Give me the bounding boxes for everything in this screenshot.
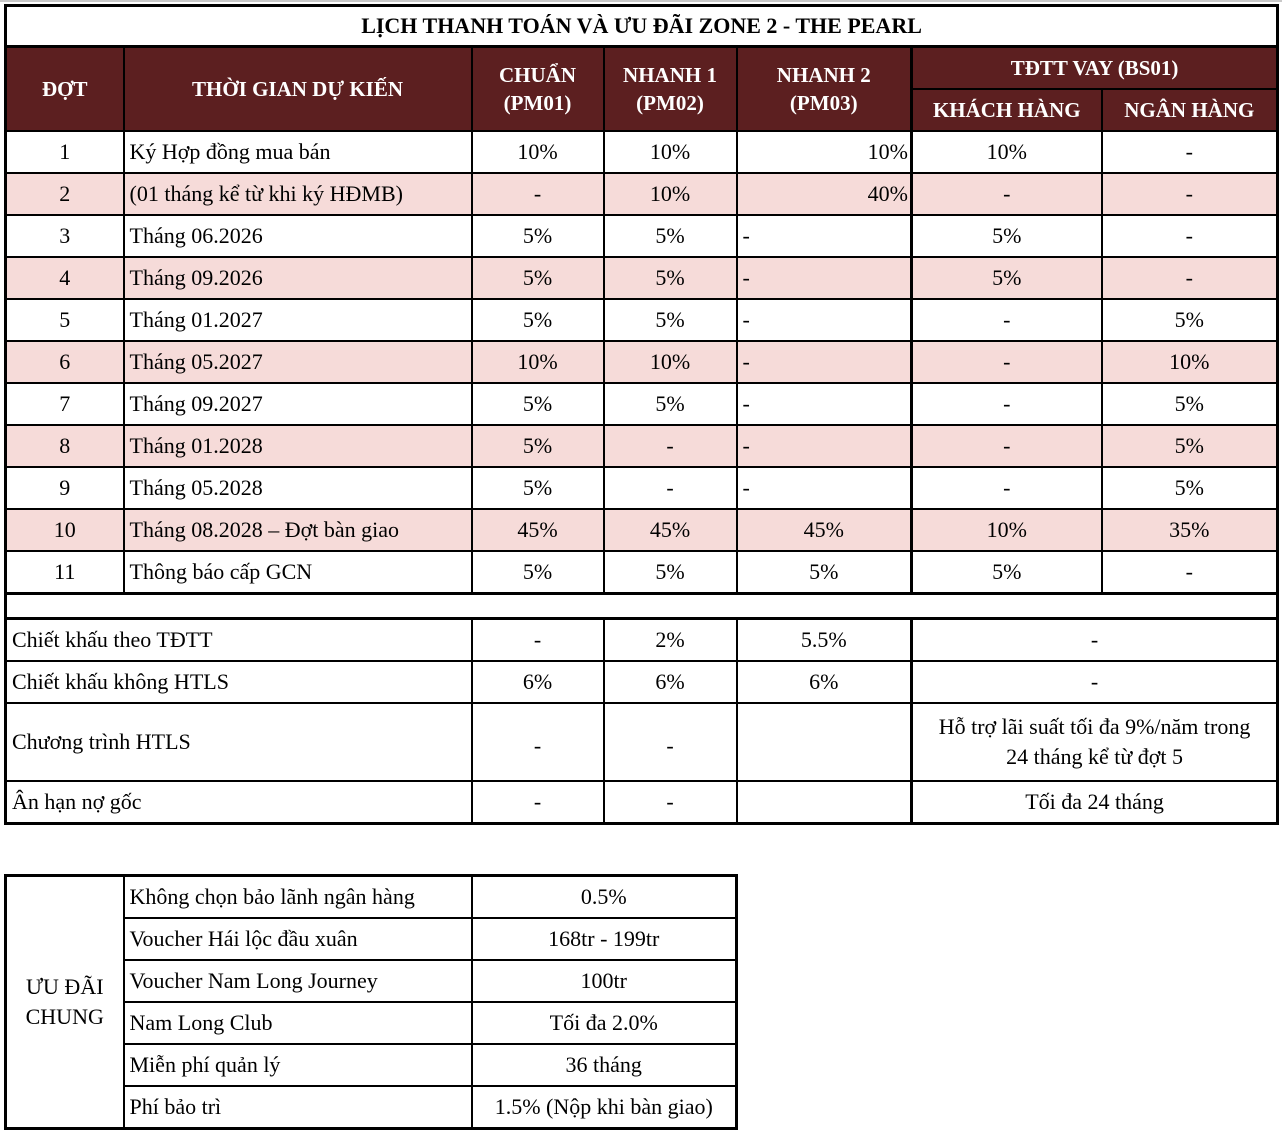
cell-pm01: -: [472, 173, 604, 215]
header-pm02-line2: (PM02): [636, 91, 704, 115]
cell-dot: 4: [6, 257, 124, 299]
cell-time: Tháng 01.2028: [124, 425, 472, 467]
cell-time: Tháng 06.2026: [124, 215, 472, 257]
table-title: LỊCH THANH TOÁN VÀ ƯU ĐÃI ZONE 2 - THE PEARL: [6, 6, 1278, 47]
cell-pm02: 5%: [604, 383, 737, 425]
cell-pm02: 10%: [604, 173, 737, 215]
cell-pm01: 5%: [472, 425, 604, 467]
schedule-row: [6, 131, 1278, 173]
discount-row: [6, 703, 1278, 781]
cell-customer: -: [912, 173, 1102, 215]
cell-pm03: 10%: [737, 131, 912, 173]
discount-loan-line1: Hỗ trợ lãi suất tối đa 9%/năm trong: [938, 714, 1251, 739]
cell-pm03: -: [737, 383, 912, 425]
cell-pm02: -: [604, 467, 737, 509]
cell-time: (01 tháng kể từ khi ký HĐMB): [124, 173, 472, 215]
cell-bank: -: [1102, 551, 1278, 594]
discount-pm02: 2%: [604, 619, 737, 662]
schedule-row: [6, 173, 1278, 215]
schedule-row: [6, 257, 1278, 299]
cell-pm02: 10%: [604, 131, 737, 173]
perk-label: Miễn phí quản lý: [124, 1044, 472, 1086]
discount-label: Chiết khấu theo TĐTT: [6, 619, 472, 662]
discount-pm01: -: [472, 619, 604, 662]
cell-time: Tháng 09.2027: [124, 383, 472, 425]
cell-pm03: 40%: [737, 173, 912, 215]
cell-pm02: 10%: [604, 341, 737, 383]
perk-label: Phí bảo trì: [124, 1086, 472, 1129]
cell-pm01: 5%: [472, 551, 604, 594]
schedule-row: [6, 551, 1278, 594]
perk-value: 36 tháng: [472, 1044, 737, 1086]
discount-label: Chương trình HTLS: [6, 703, 472, 781]
cell-pm01: 10%: [472, 341, 604, 383]
cell-pm02: -: [604, 425, 737, 467]
cell-time: Tháng 05.2028: [124, 467, 472, 509]
schedule-row: [6, 509, 1278, 551]
cell-dot: 6: [6, 341, 124, 383]
cell-dot: 9: [6, 467, 124, 509]
cell-dot: 3: [6, 215, 124, 257]
cell-bank: 5%: [1102, 299, 1278, 341]
cell-pm02: 5%: [604, 299, 737, 341]
header-pm03-line2: (PM03): [789, 91, 858, 115]
header-pm01-line1: CHUẨN: [499, 63, 576, 87]
discount-label: Ân hạn nợ gốc: [6, 781, 472, 824]
discount-pm02: -: [604, 781, 737, 824]
discount-row: [6, 781, 1278, 824]
perk-label: Voucher Nam Long Journey: [124, 960, 472, 1002]
cell-pm01: 5%: [472, 215, 604, 257]
cell-bank: 10%: [1102, 341, 1278, 383]
cell-customer: -: [912, 383, 1102, 425]
cell-dot: 1: [6, 131, 124, 173]
spacer-cell: [6, 594, 1278, 619]
header-loan-customer: KHÁCH HÀNG: [912, 89, 1102, 131]
perk-row: [6, 876, 737, 919]
cell-pm03: -: [737, 299, 912, 341]
discount-label: Chiết khấu không HTLS: [6, 661, 472, 703]
cell-customer: 5%: [912, 551, 1102, 594]
perks-group-label: [6, 876, 124, 1129]
cell-pm02: 5%: [604, 551, 737, 594]
perk-value: 168tr - 199tr: [472, 918, 737, 960]
cell-customer: 5%: [912, 215, 1102, 257]
header-pm02: [604, 47, 737, 132]
cell-time: Tháng 05.2027: [124, 341, 472, 383]
cell-pm03: -: [737, 341, 912, 383]
cell-customer: -: [912, 299, 1102, 341]
header-pm01-line2: (PM01): [503, 91, 572, 115]
perk-value: 0.5%: [472, 876, 737, 919]
spacer-row: [6, 594, 1278, 619]
header-loan-bank: NGÂN HÀNG: [1102, 89, 1278, 131]
discount-row: [6, 661, 1278, 703]
cell-dot: 8: [6, 425, 124, 467]
cell-time: Tháng 01.2027: [124, 299, 472, 341]
cell-pm03: 5%: [737, 551, 912, 594]
cell-bank: -: [1102, 215, 1278, 257]
cell-pm03: -: [737, 257, 912, 299]
cell-time: Tháng 09.2026: [124, 257, 472, 299]
cell-dot: 7: [6, 383, 124, 425]
cell-customer: -: [912, 467, 1102, 509]
cell-pm03: -: [737, 467, 912, 509]
schedule-row: [6, 215, 1278, 257]
header-loan-group: TĐTT VAY (BS01): [912, 47, 1278, 90]
cell-pm01: 10%: [472, 131, 604, 173]
header-dot: ĐỢT: [6, 47, 124, 132]
perk-label: Voucher Hái lộc đầu xuân: [124, 918, 472, 960]
top-strip: [0, 0, 1282, 2]
schedule-row: [6, 467, 1278, 509]
perks-group-line1: ƯU ĐÃI: [25, 974, 104, 999]
header-pm01: [472, 47, 604, 132]
cell-customer: 5%: [912, 257, 1102, 299]
perk-value: 100tr: [472, 960, 737, 1002]
cell-pm01: 5%: [472, 383, 604, 425]
header-pm02-line1: NHANH 1: [623, 63, 717, 87]
cell-dot: 11: [6, 551, 124, 594]
discount-loan-line2: 24 tháng kể từ đợt 5: [1006, 744, 1184, 769]
cell-pm01: 45%: [472, 509, 604, 551]
discount-pm02: 6%: [604, 661, 737, 703]
discount-pm01: -: [472, 781, 604, 824]
cell-bank: 5%: [1102, 383, 1278, 425]
discount-loan: -: [912, 661, 1278, 703]
discount-loan: Tối đa 24 tháng: [912, 781, 1278, 824]
schedule-row: [6, 299, 1278, 341]
cell-time: Tháng 08.2028 – Đợt bàn giao: [124, 509, 472, 551]
discount-pm01: -: [472, 703, 604, 781]
discount-pm01: 6%: [472, 661, 604, 703]
cell-dot: 2: [6, 173, 124, 215]
payment-schedule-table: [4, 4, 1279, 825]
cell-time: Ký Hợp đồng mua bán: [124, 131, 472, 173]
cell-time: Thông báo cấp GCN: [124, 551, 472, 594]
cell-pm01: 5%: [472, 299, 604, 341]
cell-pm01: 5%: [472, 467, 604, 509]
cell-customer: -: [912, 425, 1102, 467]
cell-pm02: 45%: [604, 509, 737, 551]
schedule-row: [6, 425, 1278, 467]
discount-pm02: -: [604, 703, 737, 781]
cell-pm01: 5%: [472, 257, 604, 299]
cell-bank: -: [1102, 173, 1278, 215]
discount-loan: [912, 703, 1278, 781]
cell-bank: 5%: [1102, 467, 1278, 509]
cell-dot: 10: [6, 509, 124, 551]
cell-pm03: 45%: [737, 509, 912, 551]
cell-pm02: 5%: [604, 257, 737, 299]
cell-customer: 10%: [912, 131, 1102, 173]
cell-dot: 5: [6, 299, 124, 341]
cell-bank: 35%: [1102, 509, 1278, 551]
cell-customer: -: [912, 341, 1102, 383]
perks-group-line2: CHUNG: [25, 1004, 104, 1029]
cell-pm03: -: [737, 425, 912, 467]
discount-row: [6, 619, 1278, 662]
header-time: THỜI GIAN DỰ KIẾN: [124, 47, 472, 132]
discount-loan: -: [912, 619, 1278, 662]
perk-label: Không chọn bảo lãnh ngân hàng: [124, 876, 472, 919]
perk-value: Tối đa 2.0%: [472, 1002, 737, 1044]
cell-pm02: 5%: [604, 215, 737, 257]
discount-pm03: [737, 703, 912, 781]
discount-pm03: 5.5%: [737, 619, 912, 662]
discount-pm03: [737, 781, 912, 824]
schedule-row: [6, 341, 1278, 383]
perk-value: 1.5% (Nộp khi bàn giao): [472, 1086, 737, 1129]
cell-bank: -: [1102, 131, 1278, 173]
cell-bank: 5%: [1102, 425, 1278, 467]
cell-customer: 10%: [912, 509, 1102, 551]
perk-label: Nam Long Club: [124, 1002, 472, 1044]
discount-pm03: 6%: [737, 661, 912, 703]
cell-pm03: -: [737, 215, 912, 257]
schedule-row: [6, 383, 1278, 425]
cell-bank: -: [1102, 257, 1278, 299]
header-pm03-line1: NHANH 2: [776, 63, 871, 87]
general-perks-table: [4, 874, 738, 1130]
header-pm03: [737, 47, 912, 132]
